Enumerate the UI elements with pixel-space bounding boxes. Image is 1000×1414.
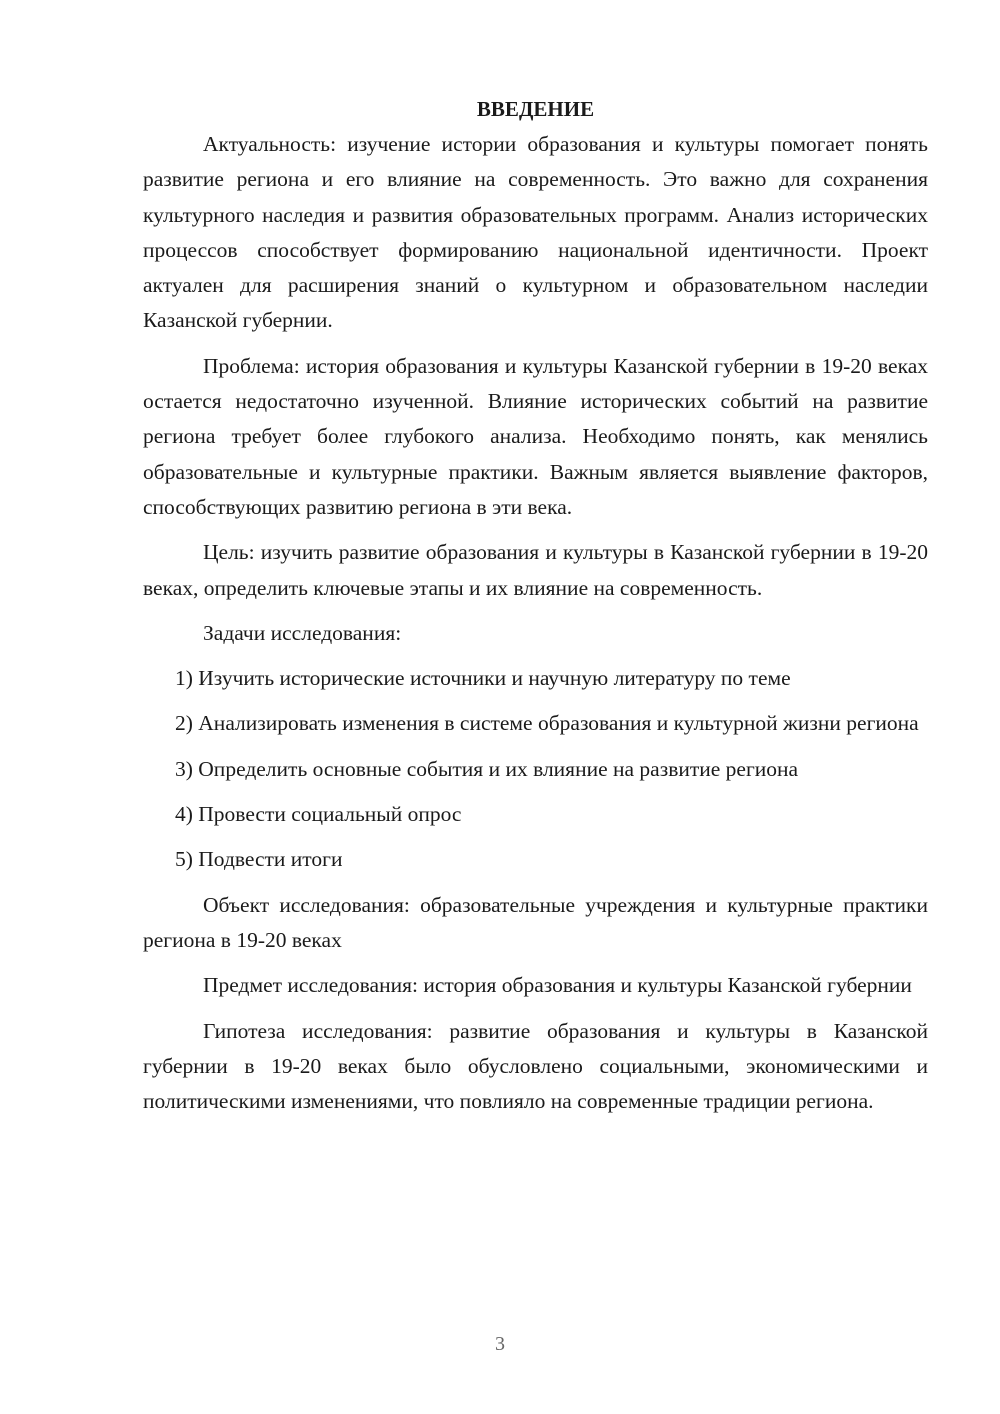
list-item: 3) Определить основные события и их влияние на развитие региона [175, 756, 799, 781]
page-title: ВВЕДЕНИЕ [476, 97, 595, 121]
page-number: 3 [495, 1333, 505, 1355]
list-item: 1) Изучить исторические источники и научную литературу по теме [175, 666, 791, 691]
list-item: 4) Провести социальный опрос [175, 802, 462, 827]
tasks-heading: Задачи исследования: [203, 620, 402, 645]
paragraph-goal: Цель: изучить развитие образования и культуры в Казанской губернии в 19-20 веках, определить ключевые этапы и их влияние на современность. [143, 540, 928, 600]
paragraph-hypothesis: Гипотеза исследования: развитие образования и культуры в Казанской губернии в 19-20 веках было обусловлено социальными, экономическими и политическими изменениями, что повлияло на современные традиции региона. [143, 1018, 928, 1114]
paragraph-problem: Проблема: история образования и культуры Казанской губернии в 19-20 веках остается недостаточно изученной. Влияние исторических событий на развитие региона требует более глубокого анализа. Необходимо понять, как менялись образовательные и культурные практики. Важным является выявление факторов, способствующих развитию региона в эти века. [143, 353, 928, 519]
list-item: 2) Анализировать изменения в системе образования и культурной жизни региона [175, 711, 919, 736]
paragraph-object: Объект исследования: образовательные учреждения и культурные практики региона в 19-20 веках [143, 892, 928, 952]
paragraph-subject: Предмет исследования: история образования и культуры Казанской губернии [203, 973, 912, 998]
list-item: 5) Подвести итоги [175, 847, 343, 872]
document-page [143, 92, 928, 1119]
paragraph-relevance: Актуальность: изучение истории образования и культуры помогает понять развитие региона и его влияние на современность. Это важно для сохранения культурного наследия и развития образовательных программ. Анализ исторических процессов способствует формированию национальной идентичности. Проект актуален для расширения знаний о культурном и образовательном наследии Казанской губернии. [143, 132, 928, 333]
